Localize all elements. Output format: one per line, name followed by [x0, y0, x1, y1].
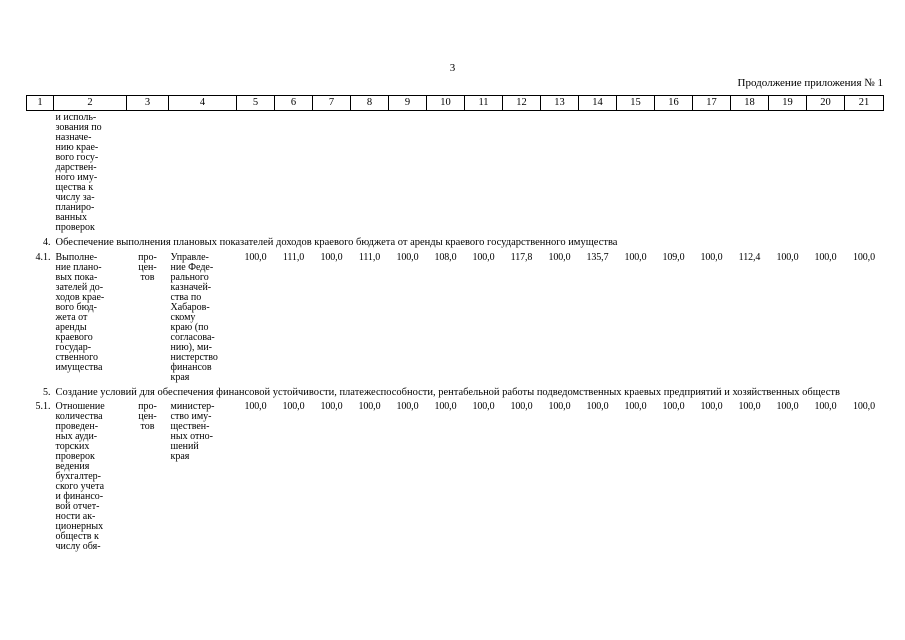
- column-number-header: 7: [313, 96, 351, 111]
- row-number: 5.1.: [35, 402, 51, 412]
- value-cell: 100,0: [320, 252, 343, 263]
- column-number-header: 2: [54, 96, 127, 111]
- value-cell: 100,0: [700, 402, 723, 412]
- indicator-row: [27, 402, 884, 552]
- value-cell: 108,0: [434, 252, 457, 263]
- value-cell: 100,0: [472, 252, 495, 263]
- continuation-label: Продолжение приложения № 1: [737, 77, 883, 89]
- value-cell: 100,0: [548, 252, 571, 263]
- indicator-name: Отношение количества проведен- ных ауди- торских проверок ведения бухгалтер- ского учета и финансо- вой отчет- ности ак- ционерных обществ к числу обя-: [55, 402, 105, 552]
- value-cell: 100,0: [434, 402, 457, 412]
- responsible: Управле- ние Феде- рального казначей- ства по Хабаров- скому краю (по согласова- нию), ми- нистерство финансов края: [170, 252, 218, 383]
- indicator-row: [27, 253, 884, 383]
- indicator-name: Выполне- ние плано- вых пока- зателей до- ходов крае- вого бюд- жета от аренды краевого государ- ственного имущества: [55, 252, 105, 373]
- value-cell: 100,0: [624, 252, 647, 263]
- value-cell: 100,0: [510, 402, 533, 412]
- value-cell: 100,0: [776, 402, 799, 412]
- section-title: Создание условий для обеспечения финансовой устойчивости, платежеспособности, рентабельной работы подведомственных краевых предприятий и хозяйственных обществ: [55, 386, 840, 398]
- column-number-header: 6: [275, 96, 313, 111]
- value-cell: 100,0: [244, 402, 267, 412]
- column-number-header: 4: [169, 96, 237, 111]
- column-number-header: 14: [579, 96, 617, 111]
- column-number-header: 13: [541, 96, 579, 111]
- section-number: 4.: [43, 237, 51, 248]
- carryover-text: и исполь- зования по назначе- нию крае- вого госу- дарствен- ного иму- щества к числу за- планиро- ванных проверок: [55, 112, 102, 233]
- value-cell: 100,0: [700, 252, 723, 263]
- value-cell: 109,0: [662, 252, 685, 263]
- section-row: [27, 233, 884, 249]
- carryover-row: [27, 111, 884, 234]
- column-number-header: 20: [807, 96, 845, 111]
- column-number-header: 8: [351, 96, 389, 111]
- unit: про- цен- тов: [138, 402, 157, 432]
- unit: про- цен- тов: [138, 252, 157, 283]
- column-number-header: 21: [845, 96, 884, 111]
- value-cell: 117,8: [510, 252, 533, 263]
- value-cell: 100,0: [396, 402, 419, 412]
- section-title: Обеспечение выполнения плановых показателей доходов краевого бюджета от аренды краевого государственного имущества: [55, 237, 618, 248]
- value-cell: 100,0: [624, 402, 647, 412]
- value-cell: 111,0: [358, 252, 381, 263]
- value-cell: 100,0: [814, 252, 837, 263]
- value-cell: 100,0: [738, 402, 761, 412]
- value-cell: 100,0: [244, 252, 267, 263]
- value-cell: 112,4: [738, 252, 761, 263]
- column-number-header: 17: [693, 96, 731, 111]
- indicators-table: [26, 95, 884, 552]
- value-cell: 111,0: [282, 252, 305, 263]
- column-number-header: 18: [731, 96, 769, 111]
- column-number-header: 19: [769, 96, 807, 111]
- column-number-header: 9: [389, 96, 427, 111]
- column-number-header: 11: [465, 96, 503, 111]
- section-number: 5.: [43, 386, 51, 398]
- value-cell: 100,0: [320, 402, 343, 412]
- column-number-header: 3: [127, 96, 169, 111]
- row-number: 4.1.: [35, 252, 51, 263]
- column-number-header-row: [27, 96, 884, 111]
- column-number-header: 5: [237, 96, 275, 111]
- column-number-header: 12: [503, 96, 541, 111]
- value-cell: 100,0: [586, 402, 609, 412]
- responsible: министер- ство иму- ществен- ных отно- шений края: [170, 402, 215, 462]
- column-number-header: 1: [27, 96, 54, 111]
- value-cell: 100,0: [814, 402, 837, 412]
- value-cell: 100,0: [282, 402, 305, 412]
- column-number-header: 16: [655, 96, 693, 111]
- column-number-header: 10: [427, 96, 465, 111]
- page-number: 3: [449, 62, 456, 74]
- value-cell: 100,0: [358, 402, 381, 412]
- column-number-header: 15: [617, 96, 655, 111]
- value-cell: 100,0: [776, 252, 799, 263]
- value-cell: 100,0: [396, 252, 419, 263]
- value-cell: 135,7: [586, 252, 609, 263]
- value-cell: 100,0: [662, 402, 685, 412]
- section-row: [27, 383, 884, 399]
- value-cell: 100,0: [852, 252, 875, 263]
- value-cell: 100,0: [852, 402, 875, 412]
- value-cell: 100,0: [472, 402, 495, 412]
- value-cell: 100,0: [548, 402, 571, 412]
